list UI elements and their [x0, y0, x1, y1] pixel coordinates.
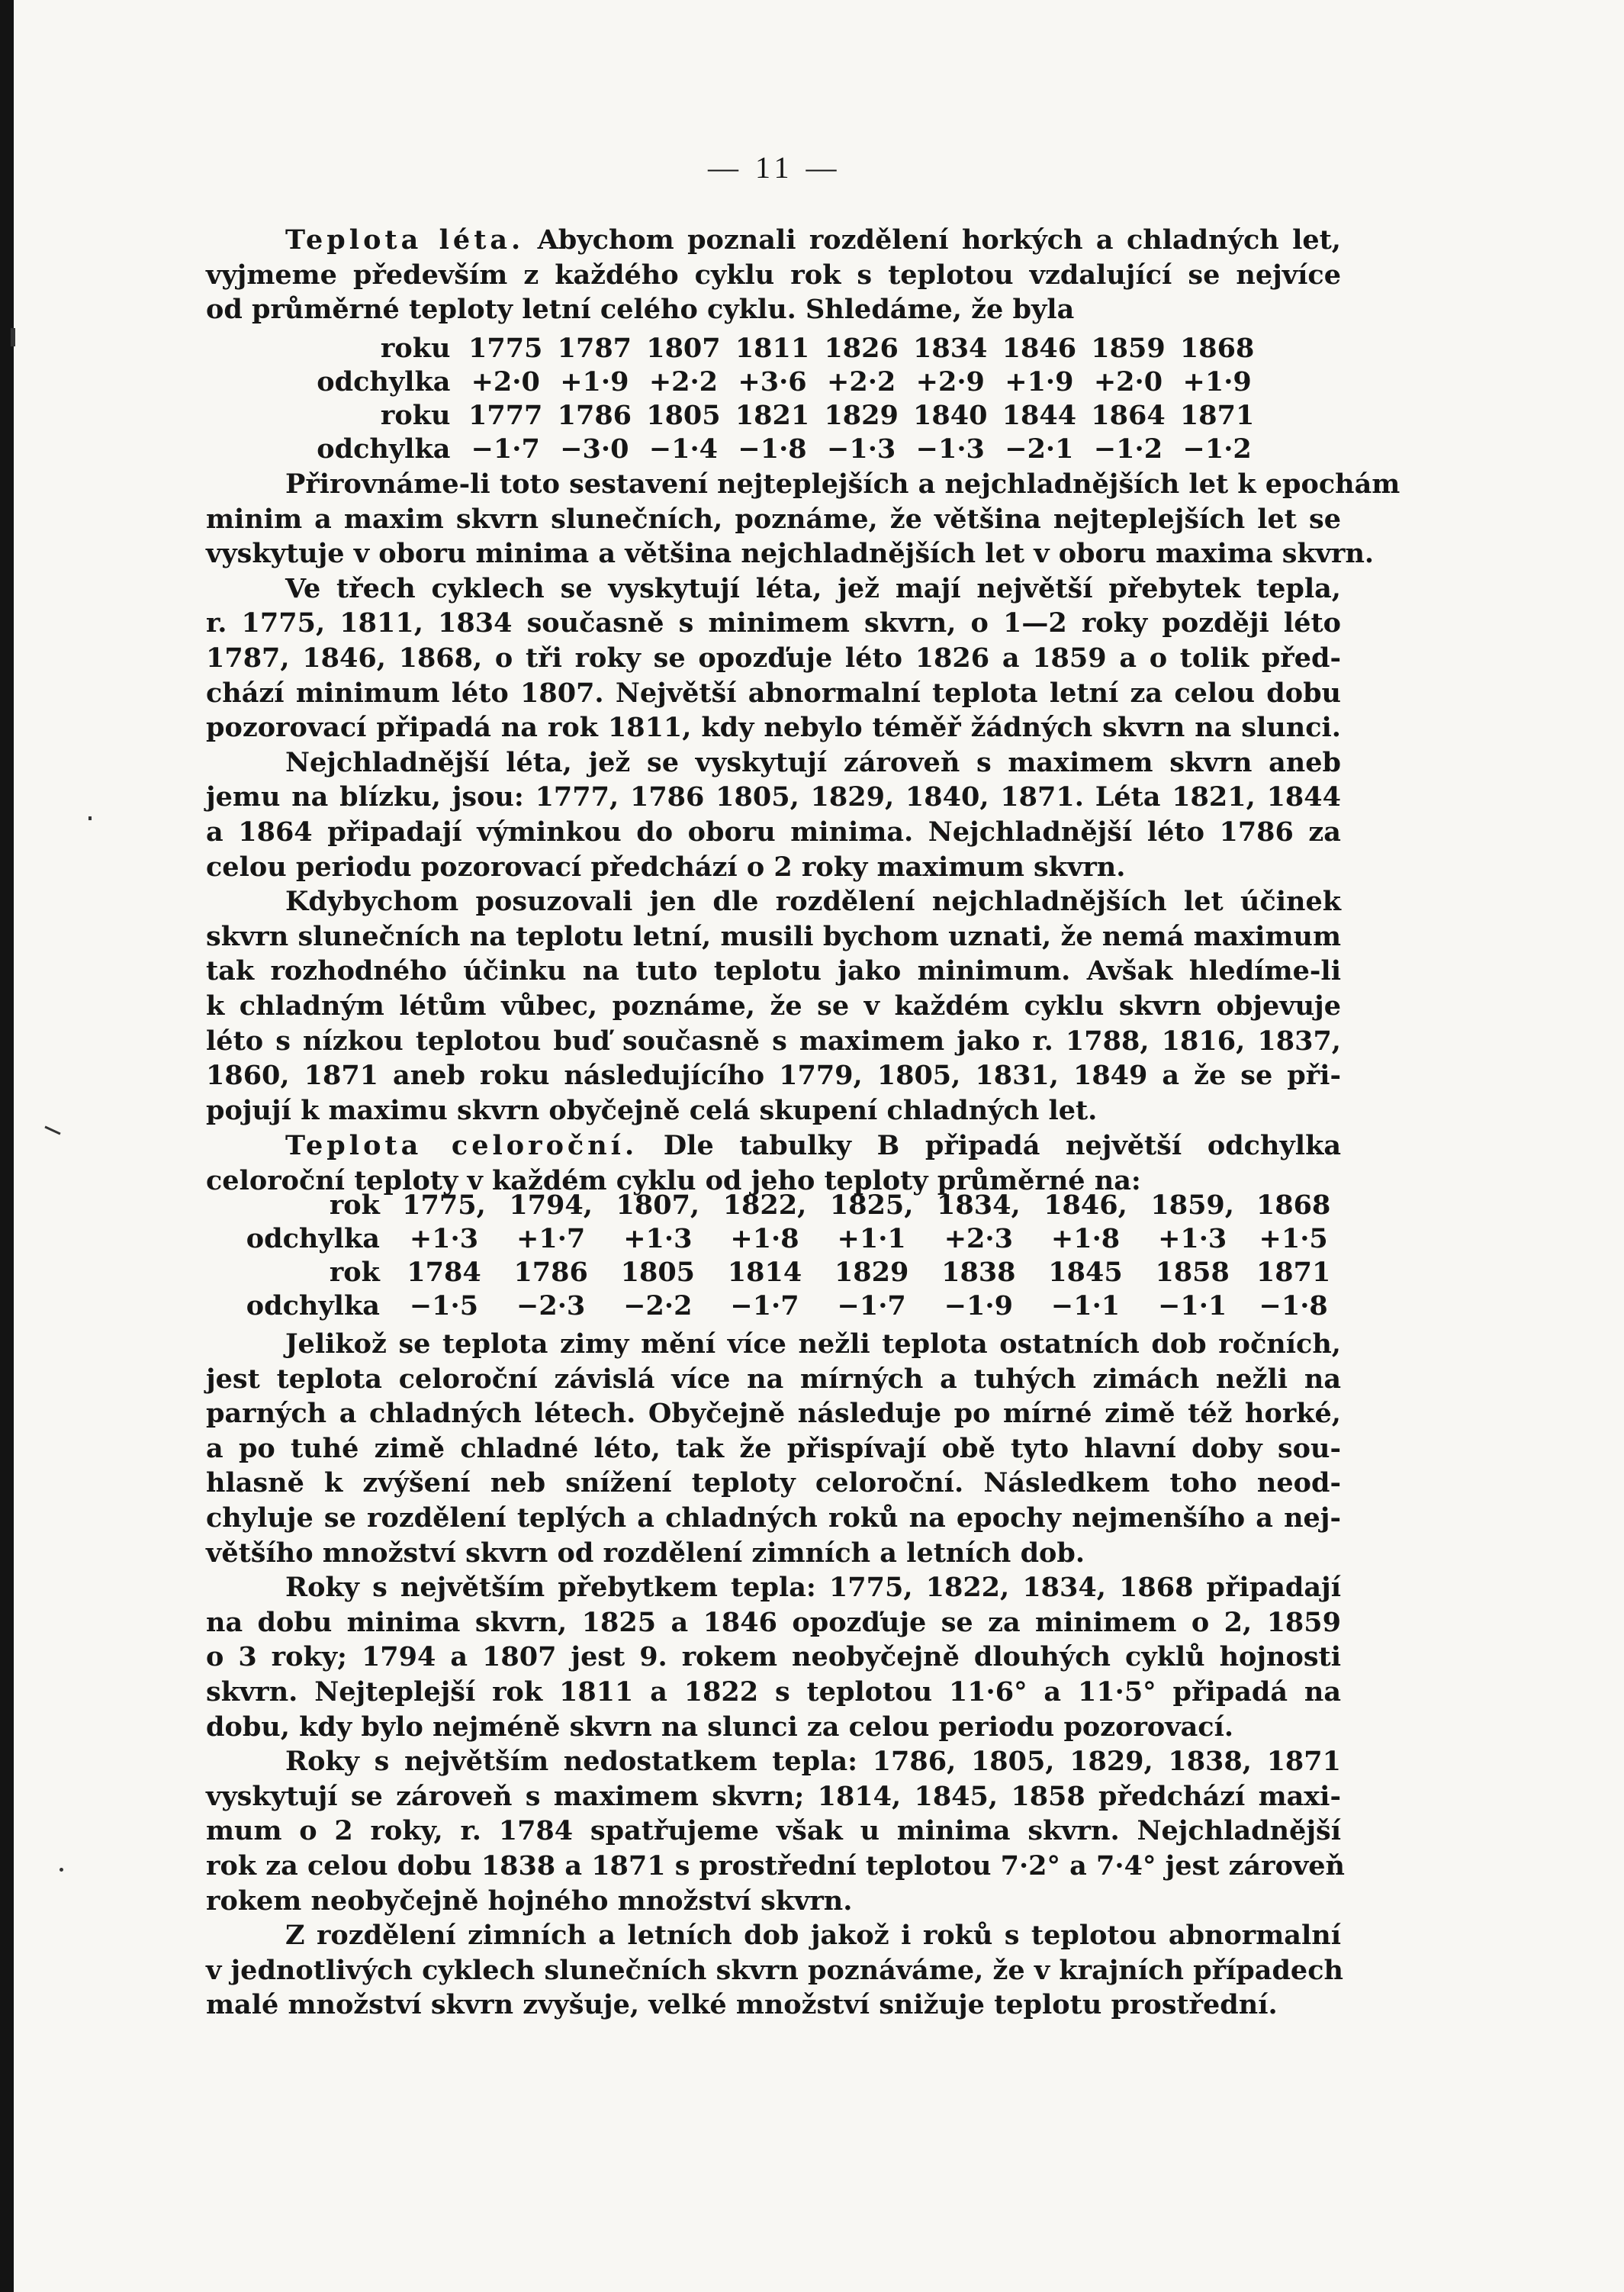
table-cell: +2·2	[827, 365, 896, 398]
text-line: celoroční teploty v každém cyklu od jeho teploty průměrné na:	[206, 1164, 1141, 1196]
text-line: vyjmeme především z každého cyklu rok s teplotou vzdalující se nejvíce	[206, 259, 1341, 291]
text-line: 1787, 1846, 1868, o tři roky se opozďuje léto 1826 a 1859 a o tolik před-	[206, 642, 1341, 674]
text-line: rok za celou dobu 1838 a 1871 s prostřední teplotou 7·2° a 7·4° jest zároveň	[206, 1849, 1346, 1882]
table-cell: 1775,	[402, 1189, 486, 1221]
table-row	[206, 1255, 1341, 1289]
text-line: Teplota celoroční. Dle tabulky B připadá největší odchylka	[285, 1130, 1341, 1161]
table-cell: 1787	[557, 332, 632, 364]
table-cell: +2·3	[944, 1222, 1013, 1254]
table-cell: 1805	[646, 399, 721, 431]
table-cell: −1·1	[1158, 1289, 1227, 1321]
table-row	[288, 331, 1262, 365]
text-line: dobu, kdy bylo nejméně skvrn na slunci za celou periodu pozorovací.	[206, 1711, 1234, 1743]
text-line: chází minimum léto 1807. Největší abnormalní teplota letní za celou dobu	[206, 677, 1341, 709]
table-cell: 1805	[620, 1256, 696, 1288]
table-cell: 1794,	[509, 1189, 593, 1221]
table-cell: −1·9	[944, 1289, 1013, 1321]
text-line: Roky s největším přebytkem tepla: 1775, 1822, 1834, 1868 připadají	[285, 1572, 1341, 1604]
scan-mark	[44, 1125, 60, 1135]
scan-mark	[59, 1868, 63, 1872]
row-label: odchylka	[246, 1289, 380, 1321]
text-line: Teplota léta. Abychom poznali rozdělení horkých a chladných let,	[285, 224, 1341, 256]
table-cell: 1834	[913, 332, 988, 364]
text-line: od průměrné teploty letní celého cyklu. Shledáme, že byla	[206, 294, 1075, 326]
text-line: tak rozhodného účinku na tuto teplotu jako minimum. Avšak hledíme-li	[206, 955, 1341, 987]
page	[14, 0, 1624, 2292]
table-cell: −2·2	[623, 1289, 693, 1321]
table-cell: −1·1	[1050, 1289, 1121, 1321]
table-row	[206, 1222, 1341, 1255]
heading-teplota-celorocni: Teplota celoroční.	[285, 1130, 638, 1161]
table-cell: +2·2	[648, 365, 719, 398]
text-line: Roky s největším nedostatkem tepla: 1786, 1805, 1829, 1838, 1871	[285, 1746, 1341, 1778]
text-line: skvrn. Nejteplejší rok 1811 a 1822 s teplotou 11·6° a 11·5° připadá na	[206, 1676, 1341, 1708]
text-line: minim a maxim skvrn slunečních, poznáme, že většina nejteplejších let se	[206, 503, 1341, 535]
table-cell: −1·7	[471, 433, 540, 465]
table-cell: 1838	[941, 1256, 1016, 1288]
table-cell: +1·3	[623, 1222, 693, 1254]
table-cell: −1·7	[730, 1289, 799, 1321]
text-line: vyskytuje v oboru minima a většina nejchladnějších let v oboru maxima skvrn.	[206, 538, 1375, 570]
row-label: odchylka	[246, 1222, 380, 1254]
row-label: rok	[329, 1189, 380, 1221]
row-label: rok	[329, 1256, 380, 1288]
table-cell: 1826	[824, 332, 899, 364]
text-line: malé množství skvrn zvyšuje, velké množství snižuje teplotu prostřední.	[206, 1989, 1278, 2021]
heading-teplota-leta: Teplota léta.	[285, 224, 525, 256]
table-cell: +1·9	[1182, 365, 1252, 398]
table-cell: 1859	[1091, 332, 1166, 364]
text-line: hlasně k zvýšení neb snížení teploty celoroční. Následkem toho neod-	[206, 1467, 1341, 1499]
table-cell: +1·9	[560, 365, 629, 398]
row-label: odchylka	[317, 365, 451, 398]
table-cell: 1845	[1048, 1256, 1123, 1288]
scan-mark	[11, 328, 15, 346]
text-line: r. 1775, 1811, 1834 současně s minimem skvrn, o 1—2 roky později léto	[206, 607, 1341, 639]
table-cell: +2·0	[471, 365, 540, 398]
text-line: k chladným létům vůbec, poznáme, že se v každém cyklu skvrn objevuje	[206, 990, 1341, 1022]
table-cell: −2·3	[516, 1289, 586, 1321]
text-line: pozorovací připadá na rok 1811, kdy nebylo téměř žádných skvrn na slunci.	[206, 712, 1341, 744]
table-cell: +1·5	[1259, 1222, 1328, 1254]
table-cell: 1859,	[1150, 1189, 1234, 1221]
table-cell: 1868	[1256, 1189, 1331, 1221]
table-cell: 1844	[1002, 399, 1077, 431]
table-cell: −1·8	[738, 433, 807, 465]
table-cell: 1871	[1256, 1256, 1331, 1288]
table-summer-deviations	[288, 331, 1262, 465]
table-cell: 1846,	[1044, 1189, 1127, 1221]
text-line: 1860, 1871 aneb roku následujícího 1779, 1805, 1831, 1849 a že se při-	[206, 1060, 1341, 1092]
text-line: celou periodu pozorovací předchází o 2 roky maximum skvrn.	[206, 851, 1126, 883]
text-line: rokem neobyčejně hojného množství skvrn.	[206, 1885, 853, 1917]
table-row	[206, 1188, 1341, 1222]
table-cell: +1·1	[837, 1222, 906, 1254]
text-line: Jelikož se teplota zimy mění více nežli teplota ostatních dob ročních,	[285, 1328, 1341, 1360]
table-cell: 1868	[1179, 332, 1255, 364]
text-line: skvrn slunečních na teplotu letní, musili bychom uznati, že nemá maximum	[206, 920, 1341, 952]
row-label: roku	[380, 332, 451, 364]
row-label: roku	[380, 399, 451, 431]
text-line: a 1864 připadají výminkou do oboru minima. Nejchladnější léto 1786 za	[206, 816, 1341, 848]
table-cell: 1807	[646, 332, 721, 364]
table-cell: +1·3	[409, 1222, 479, 1254]
table-cell: 1807,	[616, 1189, 700, 1221]
table-cell: −1·8	[1259, 1289, 1328, 1321]
scan-mark	[88, 816, 92, 820]
text-line: jest teplota celoroční závislá více na mírných a tuhých zimách nežli na	[206, 1363, 1341, 1395]
text-line: na dobu minima skvrn, 1825 a 1846 opozďuje se za minimem o 2, 1859	[206, 1606, 1341, 1638]
text-line: vyskytují se zároveň s maximem skvrn; 1814, 1845, 1858 předchází maxi-	[206, 1780, 1341, 1812]
table-cell: 1825,	[829, 1189, 914, 1221]
table-annual-deviations	[206, 1188, 1341, 1322]
table-cell: 1834,	[937, 1189, 1021, 1221]
text-line: většího množství skvrn od rozdělení zimních a letních dob.	[206, 1537, 1085, 1569]
paragraph-summer-intro	[206, 223, 1341, 327]
table-cell: −1·2	[1093, 433, 1163, 465]
table-cell: 1864	[1091, 399, 1166, 431]
paragraph-annual-analysis	[206, 1327, 1346, 2023]
table-row	[288, 398, 1262, 432]
table-cell: −1·2	[1182, 433, 1252, 465]
table-cell: 1777	[468, 399, 543, 431]
table-cell: +2·0	[1093, 365, 1163, 398]
text-line: pojují k maximu skvrn obyčejně celá skupení chladných let.	[206, 1094, 1098, 1126]
page-number: — 11 —	[708, 150, 841, 185]
text-line: Kdybychom posuzovali jen dle rozdělení nejchladnějších let účinek	[285, 886, 1341, 918]
table-cell: −1·7	[837, 1289, 906, 1321]
table-cell: 1829	[834, 1256, 909, 1288]
table-cell: −3·0	[560, 433, 629, 465]
text-line: Z rozdělení zimních a letních dob jakož i roků s teplotou abnormalní	[285, 1920, 1341, 1952]
text-line: o 3 roky; 1794 a 1807 jest 9. rokem neobyčejně dlouhých cyklů hojnosti	[206, 1641, 1341, 1673]
text-line: Nejchladnější léta, jež se vyskytují zároveň s maximem skvrn aneb	[285, 746, 1341, 778]
table-cell: 1840	[913, 399, 988, 431]
text-line: Přirovnáme-li toto sestavení nejteplejších a nejchladnějších let k epochám	[285, 468, 1400, 500]
table-cell: 1822,	[722, 1189, 807, 1221]
table-cell: 1858	[1155, 1256, 1230, 1288]
text-line: mum o 2 roky, r. 1784 spatřujeme však u minima skvrn. Nejchladnější	[206, 1815, 1341, 1847]
table-cell: −1·5	[409, 1289, 479, 1321]
table-row	[288, 432, 1262, 465]
table-cell: 1821	[735, 399, 810, 431]
text-line: Ve třech cyklech se vyskytují léta, jež mají největší přebytek tepla,	[285, 572, 1341, 604]
table-cell: +2·9	[915, 365, 985, 398]
table-cell: +1·7	[516, 1222, 586, 1254]
table-cell: +1·3	[1158, 1222, 1227, 1254]
table-cell: 1811	[735, 332, 810, 364]
row-label: odchylka	[317, 433, 451, 465]
text-line: chyluje se rozdělení teplých a chladných roků na epochy nejmenšího a nej-	[206, 1502, 1341, 1534]
text-line: a po tuhé zimě chladné léto, tak že přispívají obě tyto hlavní doby sou-	[206, 1432, 1341, 1464]
text-line: parných a chladných létech. Obyčejně následuje po mírné zimě též horké,	[206, 1398, 1341, 1430]
table-cell: +1·8	[730, 1222, 799, 1254]
table-cell: −1·3	[827, 433, 896, 465]
text-line: léto s nízkou teplotou buď současně s maximem jako r. 1788, 1816, 1837,	[206, 1025, 1341, 1057]
table-cell: 1786	[557, 399, 632, 431]
table-cell: +1·9	[1005, 365, 1074, 398]
table-row	[206, 1289, 1341, 1322]
paragraph-summer-analysis	[206, 467, 1400, 1128]
text-line: v jednotlivých cyklech slunečních skvrn poznáváme, že v krajních případech	[206, 1954, 1343, 1986]
table-cell: 1829	[824, 399, 899, 431]
table-cell: 1775	[468, 332, 543, 364]
table-cell: 1846	[1002, 332, 1077, 364]
table-cell: −2·1	[1005, 433, 1074, 465]
table-cell: +3·6	[738, 365, 807, 398]
table-cell: −1·4	[648, 433, 719, 465]
table-cell: −1·3	[915, 433, 985, 465]
table-cell: 1814	[727, 1256, 802, 1288]
table-row	[288, 365, 1262, 398]
table-cell: 1784	[407, 1256, 481, 1288]
table-cell: 1786	[513, 1256, 588, 1288]
table-cell: +1·8	[1050, 1222, 1121, 1254]
text-line: jemu na blízku, jsou: 1777, 1786 1805, 1829, 1840, 1871. Léta 1821, 1844	[206, 781, 1341, 813]
table-cell: 1871	[1179, 399, 1255, 431]
